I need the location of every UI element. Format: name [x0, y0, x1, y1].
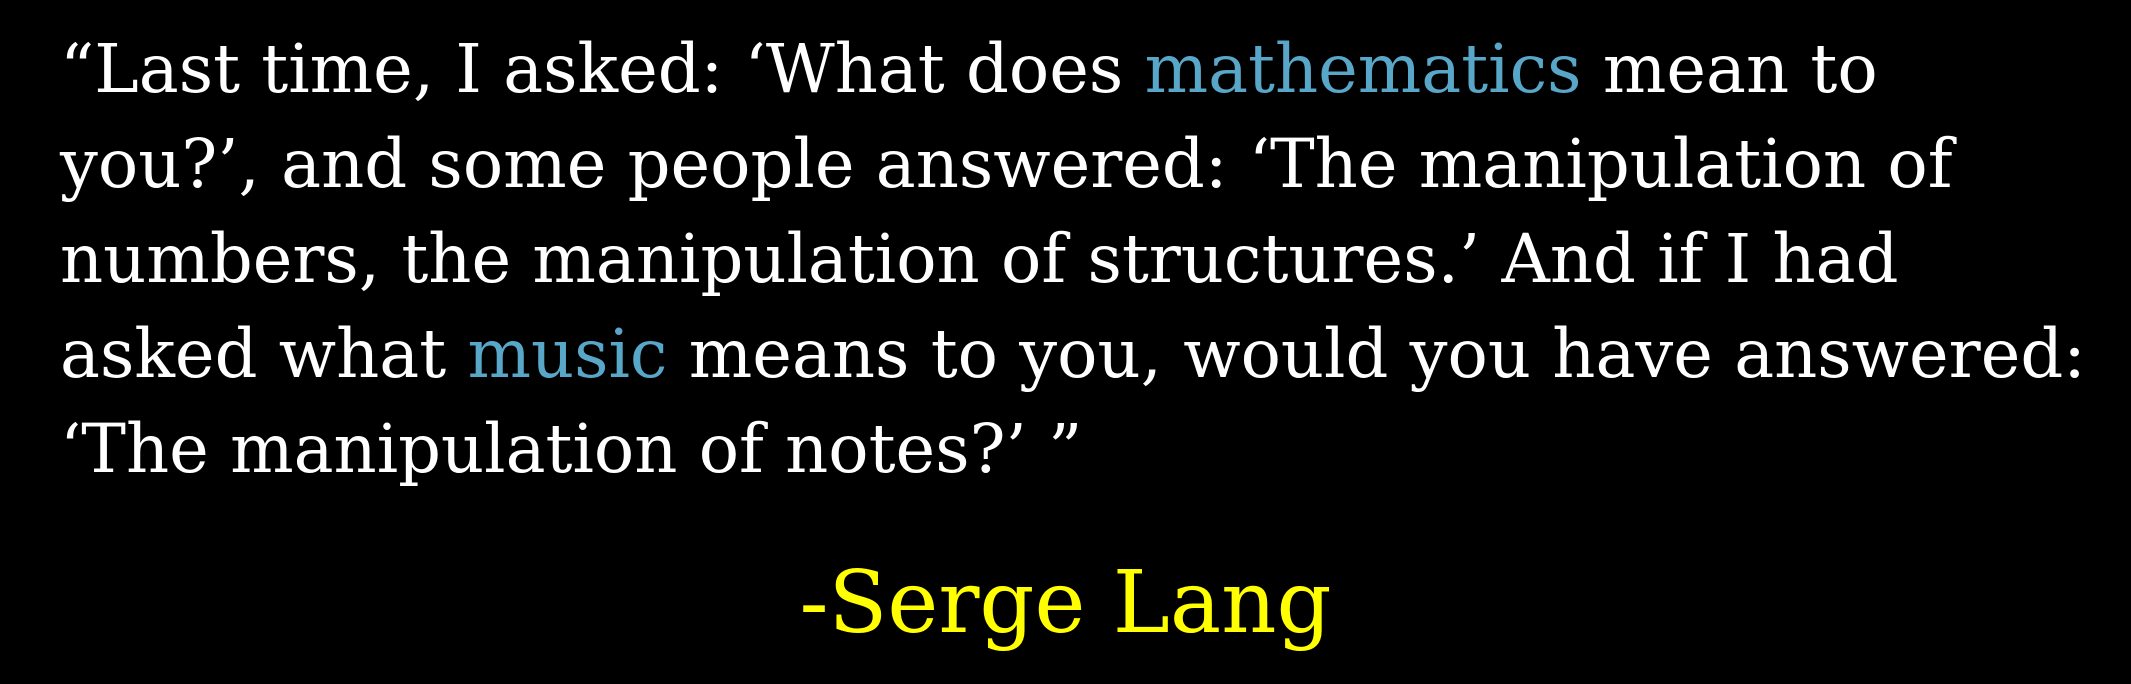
- quote-line-4: [60, 307, 2086, 402]
- quote-block: [60, 22, 2086, 497]
- highlight-mathematics: mathematics: [1144, 30, 1582, 108]
- quote-line-1: [60, 22, 2086, 117]
- quote-line-2: you?’, and some people answered: ‘The manipulation of: [60, 125, 1953, 203]
- highlight-music: music: [467, 315, 668, 393]
- quote-line-3: numbers, the manipulation of structures.’ And if I had: [60, 220, 1899, 298]
- quote-line-1-end: mean to: [1581, 30, 1878, 108]
- quote-line-1-start: “Last time, I asked: ‘What does: [60, 30, 1145, 108]
- quote-attribution: -Serge Lang: [799, 553, 1332, 653]
- quote-line-4-end: means to you, would you have answered:: [667, 315, 2086, 393]
- quote-line-4-start: asked what: [60, 315, 468, 393]
- quote-line-5: ‘The manipulation of notes?’ ”: [60, 410, 1083, 488]
